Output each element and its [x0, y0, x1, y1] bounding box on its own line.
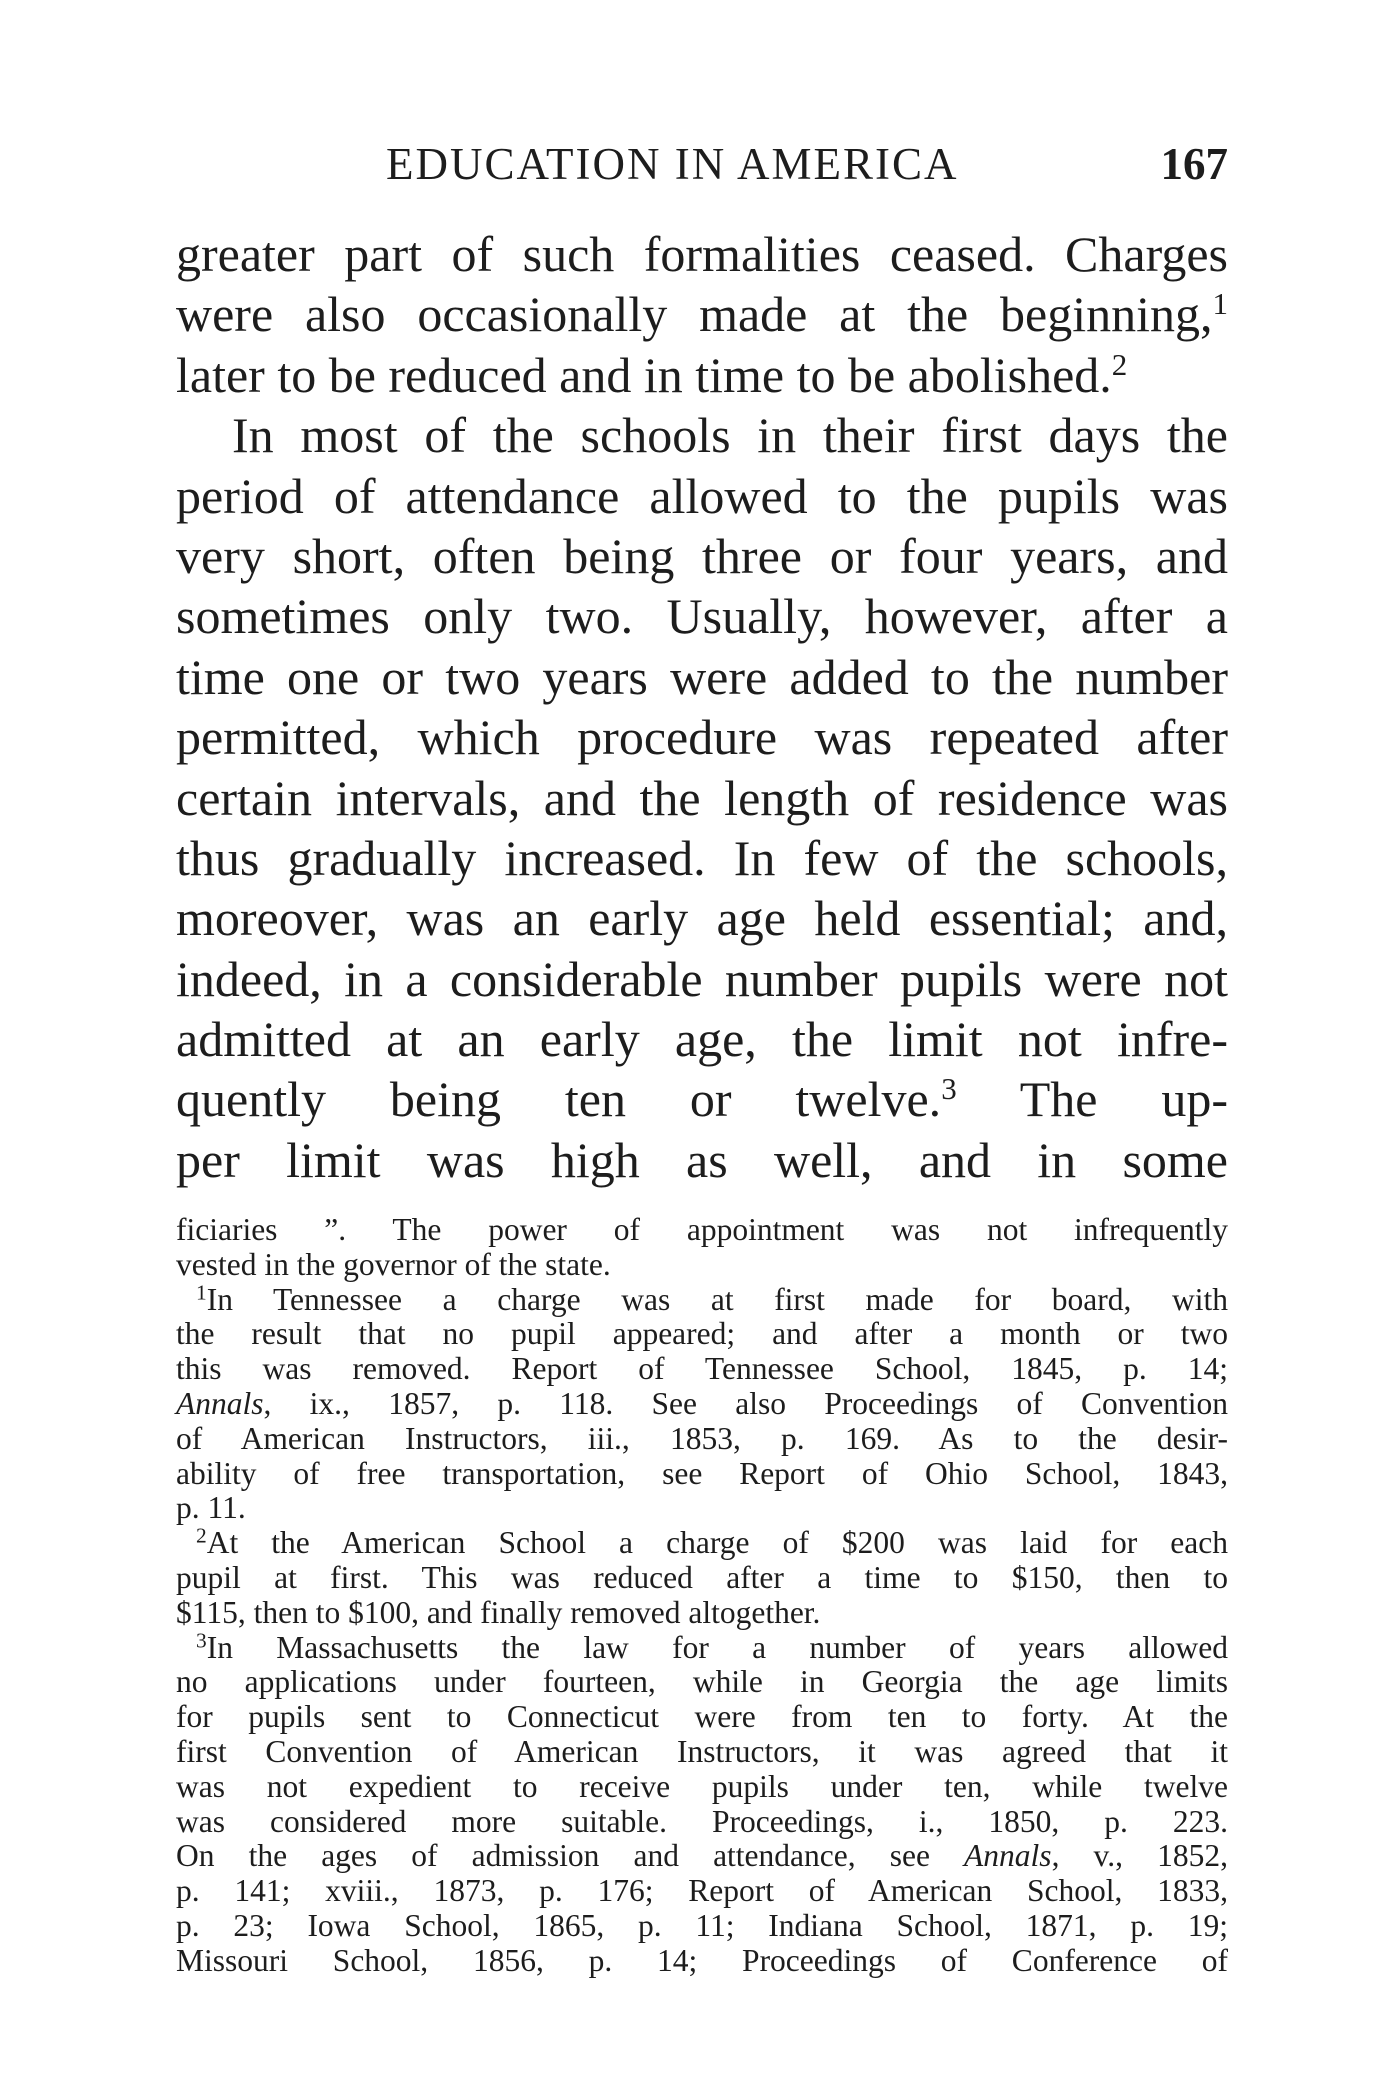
footnote-line: On the ages of admission and attendance, see Annals, v., 1852, [176, 1838, 1228, 1874]
footnote-line: vested in the governor of the state. [176, 1246, 611, 1282]
text-line: later to be reduced and in time to be abolished.$^2$ [176, 346, 1128, 403]
footnote-marker: 1 [196, 1279, 207, 1304]
text-line: permitted, which procedure was repeated after [176, 709, 1228, 766]
footnote-line: this was removed. Report of Tennessee School, 1845, p. 14; [176, 1351, 1228, 1387]
footnote-line: pupil at first. This was reduced after a time to $150, then to [176, 1559, 1228, 1595]
footnote-1: $^1$In Tennessee a charge was at first made for board, with [196, 1279, 1228, 1317]
footnote-2: $^2$At the American School a charge of $200 was laid for each [196, 1523, 1228, 1561]
text-line: time one or two years were added to the number [176, 648, 1228, 705]
footnote-line: ability of free transportation, see Report of Ohio School, 1843, [176, 1455, 1228, 1491]
footnote-ref-1: 1 [1212, 286, 1228, 322]
text-line: In most of the schools in their first days the [232, 407, 1228, 464]
page-number: 167 [1160, 139, 1228, 189]
footnote-line: p. 141; xviii., 1873, p. 176; Report of American School, 1833, [176, 1873, 1228, 1909]
page-header [176, 138, 1228, 194]
text-line: sometimes only two. Usually, however, after a [176, 588, 1228, 645]
footnote-line: Missouri School, 1856, p. 14; Proceedings of Conference of [176, 1942, 1228, 1978]
text-line: greater part of such formalities ceased. Charges [176, 226, 1228, 282]
main-text [176, 224, 1228, 1190]
text-line: quently being ten or twelve.$^3$ The up- [176, 1071, 1228, 1128]
text-line: were also occasionally made at the beginning,$^1$ [176, 286, 1228, 343]
text-line: very short, often being three or four years, and [176, 527, 1228, 584]
journal-title: Annals [176, 1385, 264, 1421]
footnote-marker: 2 [196, 1523, 207, 1548]
footnote-line: the result that no pupil appeared; and after a month or two [176, 1316, 1228, 1352]
text-line: admitted at an early age, the limit not infre- [176, 1011, 1228, 1068]
footnote-line: Annals, ix., 1857, p. 118. See also Proceedings of Convention [176, 1385, 1228, 1421]
text-line: certain intervals, and the length of residence was [176, 769, 1228, 826]
footnote-line: ficiaries ”. The power of appointment was not infrequently [176, 1212, 1228, 1247]
text-line: indeed, in a considerable number pupils were not [176, 950, 1228, 1007]
footnote-line: was not expedient to receive pupils under ten, while twelve [176, 1768, 1228, 1804]
footnote-line: p. 11. [176, 1490, 246, 1526]
footnote-line: p. 23; Iowa School, 1865, p. 11; Indiana School, 1871, p. 19; [176, 1907, 1228, 1943]
footnote-line: of American Instructors, iii., 1853, p. 169. As to the desir- [176, 1420, 1228, 1456]
text-line: moreover, was an early age held essential; and, [176, 890, 1228, 947]
journal-title: Annals [964, 1838, 1052, 1874]
text-line: thus gradually increased. In few of the schools, [176, 829, 1228, 886]
footnote-3: $^3$In Massachusetts the law for a number of years allowed [196, 1627, 1228, 1665]
footnote-line: first Convention of American Instructors, it was agreed that it [176, 1733, 1228, 1769]
footnote-line: for pupils sent to Connecticut were from ten to forty. At the [176, 1699, 1228, 1735]
text-line: per limit was high as well, and in some [176, 1131, 1228, 1188]
footnote-line: no applications under fourteen, while in Georgia the age limits [176, 1664, 1228, 1700]
footnote-ref-2: 2 [1111, 346, 1128, 382]
footnote-line: was considered more suitable. Proceedings, i., 1850, p. 223. [176, 1803, 1228, 1839]
footnote-line: $115, then to $100, and finally removed altogether. [176, 1594, 821, 1630]
running-title: EDUCATION IN AMERICA [386, 139, 959, 189]
footnotes [176, 1213, 1228, 1979]
footnote-ref-3: 3 [941, 1071, 957, 1107]
footnote-marker: 3 [196, 1627, 207, 1652]
text-line: period of attendance allowed to the pupils was [176, 467, 1228, 524]
